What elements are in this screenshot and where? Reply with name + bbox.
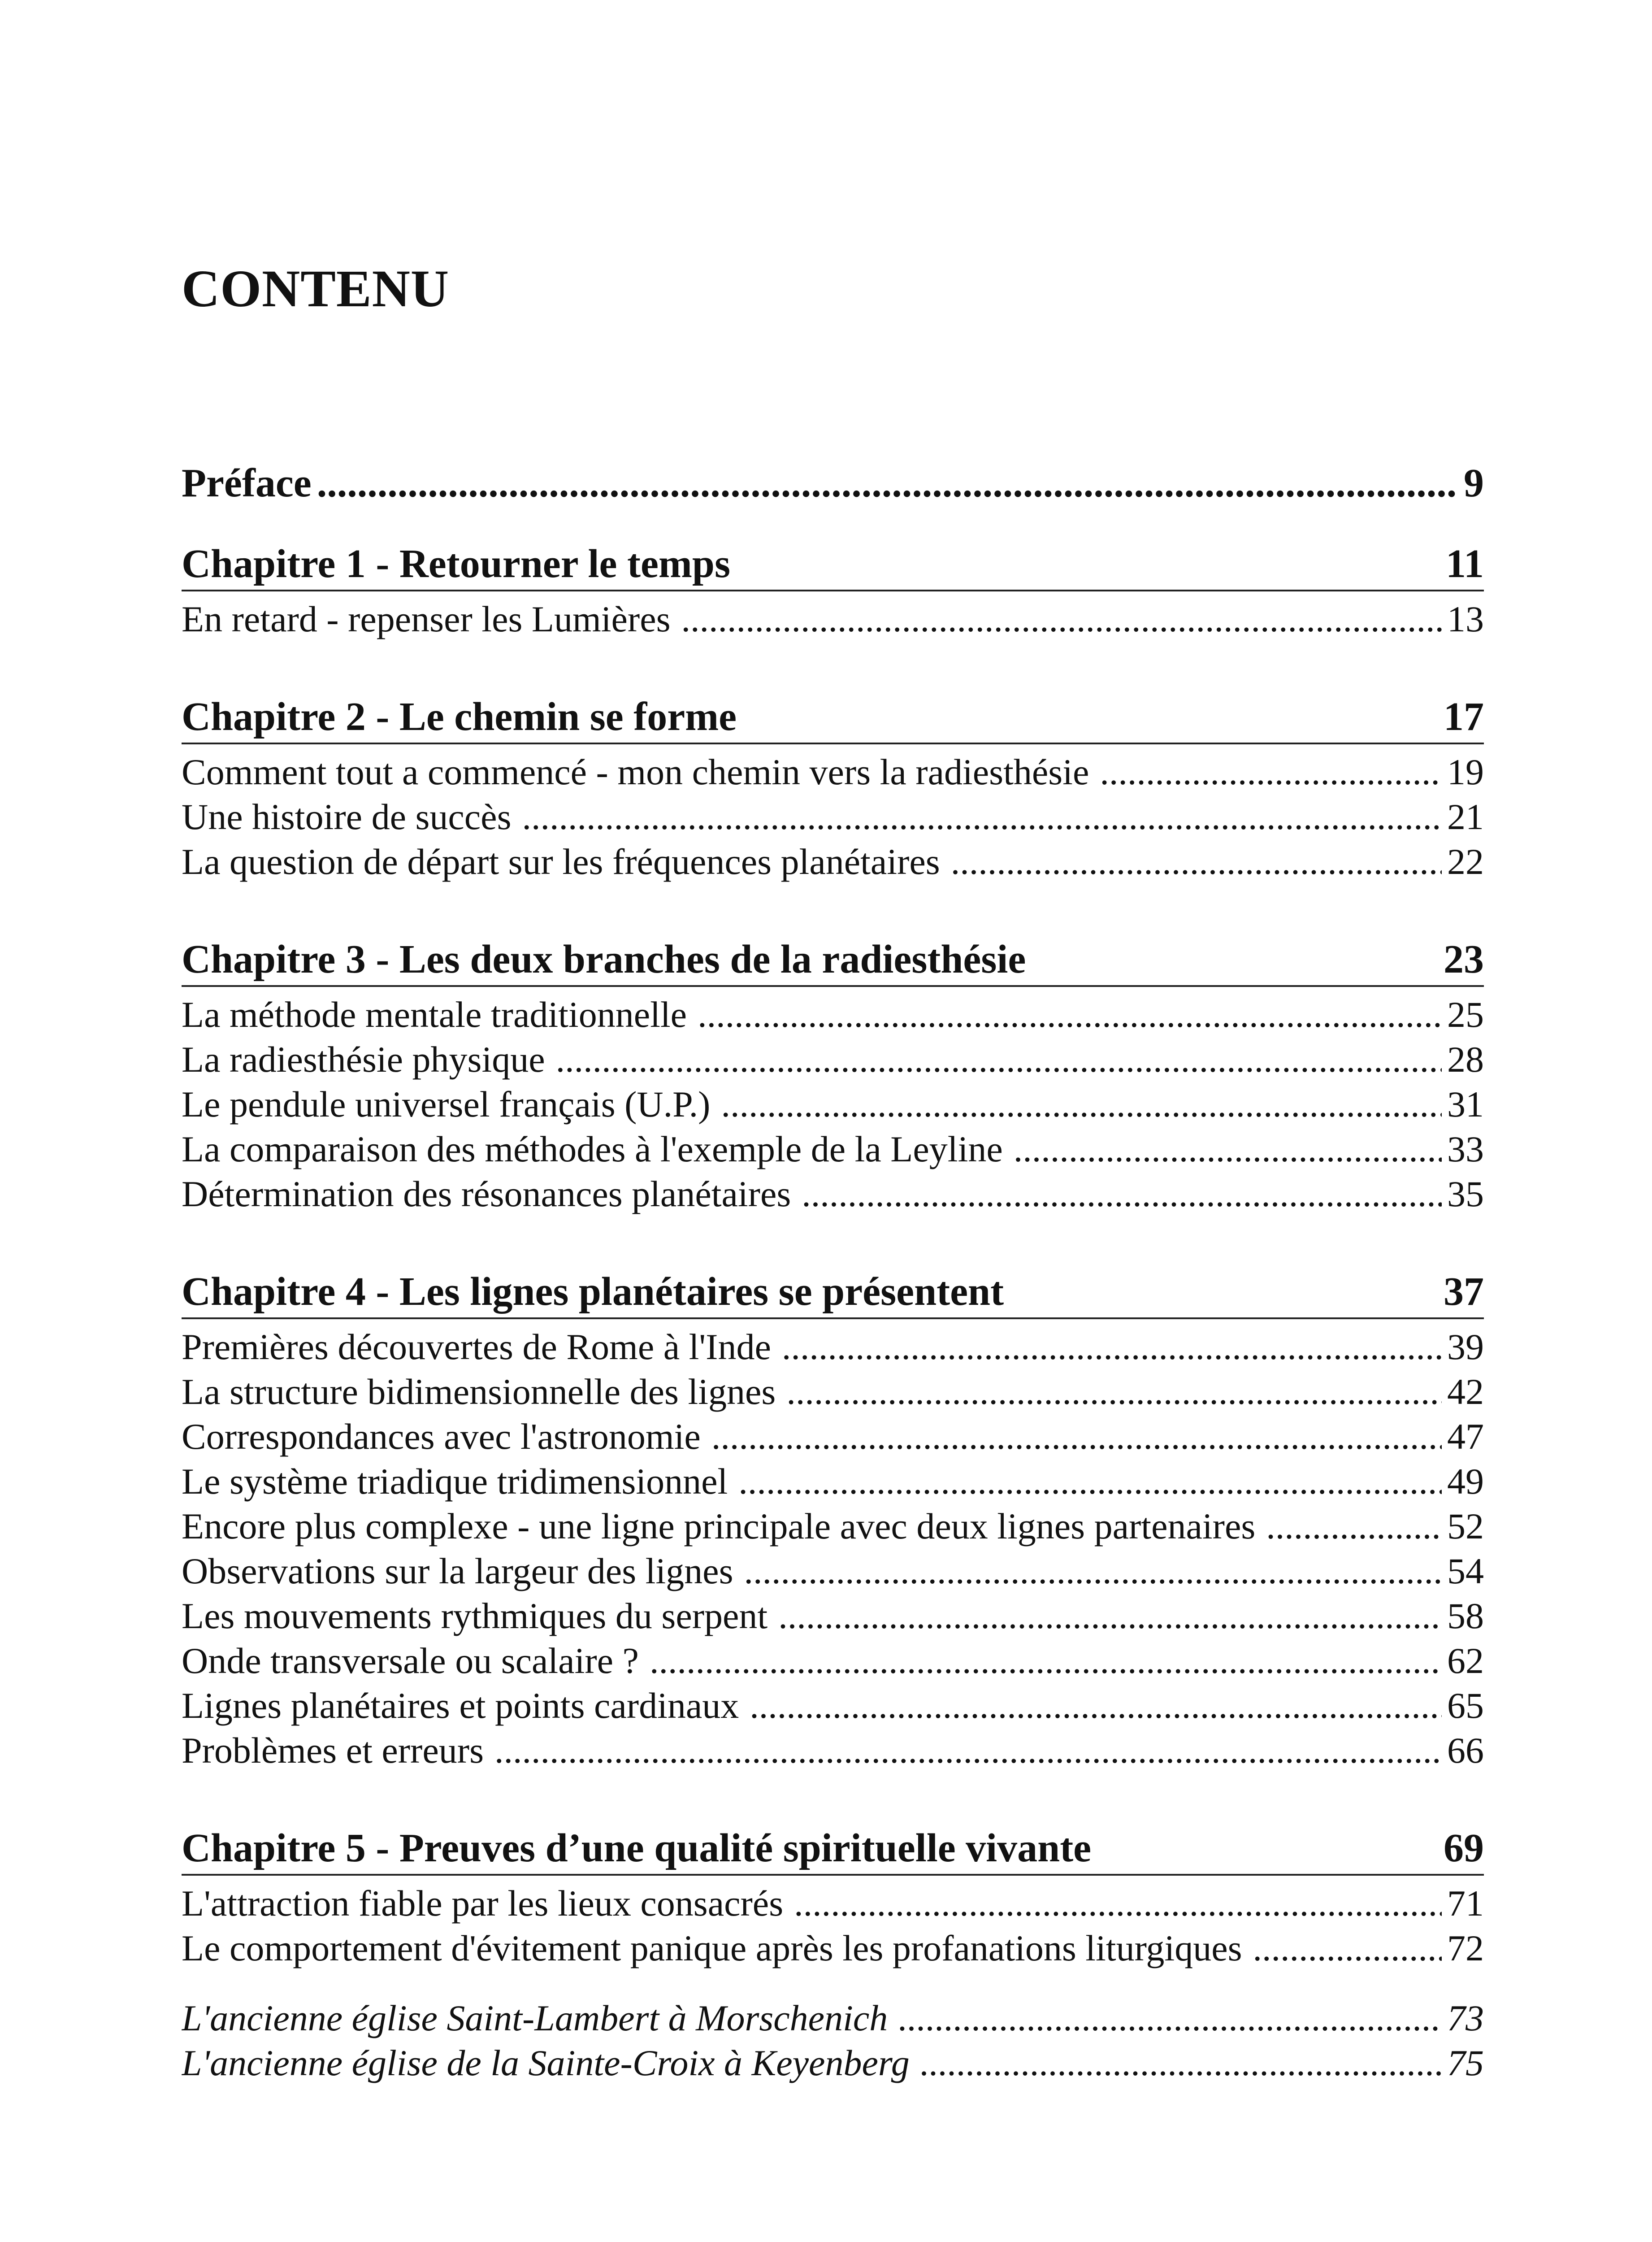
toc-entry-label: La radiesthésie physique	[182, 1039, 545, 1080]
dot-leader	[522, 795, 1442, 839]
toc-entry-label: Les mouvements rythmiques du serpent	[182, 1595, 768, 1636]
dot-leader	[681, 597, 1442, 642]
dot-leader	[650, 1638, 1442, 1683]
toc-entry-page: 54	[1447, 1551, 1484, 1591]
chapter-heading[interactable]	[182, 691, 1484, 744]
toc-subentry-label: L'ancienne église de la Sainte-Croix à Keyenberg	[182, 2042, 910, 2083]
chapter-page: 17	[1444, 695, 1484, 739]
toc-entry-label: Le système triadique tridimensionnel	[182, 1461, 728, 1502]
toc-entry-page: 13	[1447, 599, 1484, 639]
toc-entry[interactable]	[182, 1325, 1484, 1369]
chapter-heading[interactable]	[182, 1822, 1484, 1876]
table-of-contents	[182, 453, 1484, 2135]
toc-entry[interactable]	[182, 1683, 1484, 1728]
toc-entry[interactable]	[182, 1414, 1484, 1459]
toc-subentry-page: 73	[1447, 1998, 1484, 2038]
dot-leader	[1014, 1127, 1442, 1172]
toc-entry-page: 33	[1447, 1129, 1484, 1169]
toc-entry[interactable]	[182, 1172, 1484, 1217]
dot-leader	[556, 1037, 1442, 1082]
chapter-1-section	[182, 538, 1484, 642]
chapter-5-section	[182, 1822, 1484, 2086]
toc-subentry[interactable]	[182, 1996, 1484, 2041]
toc-entry[interactable]	[182, 839, 1484, 884]
chapter-page: 37	[1444, 1269, 1484, 1314]
toc-entry-page: 72	[1447, 1928, 1484, 1968]
toc-entry-label: En retard - repenser les Lumières	[182, 599, 671, 639]
toc-entry[interactable]	[182, 1369, 1484, 1414]
toc-entry[interactable]	[182, 597, 1484, 642]
toc-entry-label: Lignes planétaires et points cardinaux	[182, 1685, 739, 1726]
toc-preface[interactable]	[182, 453, 1484, 513]
toc-entry-label: La comparaison des méthodes à l'exemple de la Leyline	[182, 1129, 1003, 1169]
toc-entry-label: Premières découvertes de Rome à l'Inde	[182, 1326, 771, 1367]
toc-preface-label: Préface	[182, 461, 312, 505]
toc-entry[interactable]	[182, 1127, 1484, 1172]
chapter-heading[interactable]	[182, 934, 1484, 987]
dot-leader	[802, 1172, 1442, 1217]
toc-entry[interactable]	[182, 750, 1484, 795]
toc-entry[interactable]	[182, 1459, 1484, 1504]
toc-entry-label: Le comportement d'évitement panique après les profanations liturgiques	[182, 1928, 1242, 1968]
toc-subentry-page: 75	[1447, 2042, 1484, 2083]
toc-entry-label: Une histoire de succès	[182, 796, 512, 837]
toc-subentry[interactable]	[182, 2041, 1484, 2086]
toc-entry[interactable]	[182, 1594, 1484, 1638]
dot-leader	[794, 1881, 1442, 1926]
toc-entry[interactable]	[182, 1037, 1484, 1082]
toc-entry[interactable]	[182, 1728, 1484, 1773]
toc-entry[interactable]	[182, 795, 1484, 839]
chapter-title: Chapitre 3 - Les deux branches de la radiesthésie	[182, 937, 1026, 982]
chapter-3-section	[182, 934, 1484, 1217]
toc-entry-label: Problèmes et erreurs	[182, 1730, 484, 1771]
toc-entry[interactable]	[182, 992, 1484, 1037]
toc-entry-label: Correspondances avec l'astronomie	[182, 1416, 701, 1457]
toc-entry-label: Encore plus complexe - une ligne principale avec deux lignes partenaires	[182, 1506, 1256, 1547]
dot-leader	[920, 2041, 1442, 2086]
dot-leader	[698, 992, 1442, 1037]
toc-preface-page: 9	[1464, 461, 1484, 505]
dot-leader	[317, 453, 1458, 513]
toc-entry[interactable]	[182, 1926, 1484, 1971]
toc-entry-page: 35	[1447, 1173, 1484, 1214]
dot-leader	[744, 1549, 1442, 1594]
toc-entry[interactable]	[182, 1881, 1484, 1926]
dot-leader	[782, 1325, 1442, 1369]
page-title: CONTENU	[182, 259, 450, 318]
dot-leader	[494, 1728, 1442, 1773]
chapter-page: 11	[1445, 542, 1484, 586]
toc-entry-page: 52	[1447, 1506, 1484, 1547]
dot-leader	[738, 1459, 1442, 1504]
toc-entry-page: 71	[1447, 1883, 1484, 1924]
toc-entry-label: Observations sur la largeur des lignes	[182, 1551, 733, 1591]
dot-leader	[1100, 750, 1442, 795]
toc-entry-label: Le pendule universel français (U.P.)	[182, 1084, 711, 1125]
toc-entry-label: La méthode mentale traditionnelle	[182, 994, 687, 1035]
toc-entry[interactable]	[182, 1082, 1484, 1127]
dot-leader	[778, 1594, 1442, 1638]
dot-leader	[786, 1369, 1442, 1414]
dot-leader	[711, 1414, 1442, 1459]
dot-leader	[898, 1996, 1442, 2041]
toc-entry-page: 47	[1447, 1416, 1484, 1457]
toc-entry-page: 25	[1447, 994, 1484, 1035]
toc-entry-page: 19	[1447, 752, 1484, 792]
toc-entry-page: 66	[1447, 1730, 1484, 1771]
chapter-2-section	[182, 691, 1484, 884]
toc-entry-page: 28	[1447, 1039, 1484, 1080]
toc-entry-page: 49	[1447, 1461, 1484, 1502]
dot-leader	[721, 1082, 1442, 1127]
chapter-title: Chapitre 1 - Retourner le temps	[182, 542, 730, 586]
toc-entry-page: 39	[1447, 1326, 1484, 1367]
toc-entry-label: L'attraction fiable par les lieux consacrés	[182, 1883, 784, 1924]
toc-entry-page: 65	[1447, 1685, 1484, 1726]
dot-leader	[951, 839, 1442, 884]
toc-entry[interactable]	[182, 1504, 1484, 1549]
toc-entry-page: 31	[1447, 1084, 1484, 1125]
chapter-page: 69	[1444, 1826, 1484, 1870]
toc-entry-label: Onde transversale ou scalaire ?	[182, 1640, 639, 1681]
toc-entry-page: 42	[1447, 1371, 1484, 1412]
dot-leader	[1266, 1504, 1442, 1549]
toc-entry[interactable]	[182, 1549, 1484, 1594]
toc-entry-page: 22	[1447, 841, 1484, 882]
dot-leader	[750, 1683, 1442, 1728]
chapter-title: Chapitre 4 - Les lignes planétaires se présentent	[182, 1269, 1004, 1314]
chapter-heading[interactable]	[182, 1266, 1484, 1319]
toc-entry-label: La structure bidimensionnelle des lignes	[182, 1371, 776, 1412]
toc-entry-label: Comment tout a commencé - mon chemin vers la radiesthésie	[182, 752, 1089, 792]
chapter-page: 23	[1444, 937, 1484, 982]
toc-entry-label: Détermination des résonances planétaires	[182, 1173, 791, 1214]
chapter-4-section	[182, 1266, 1484, 1773]
toc-entry-page: 62	[1447, 1640, 1484, 1681]
toc-entry-page: 58	[1447, 1595, 1484, 1636]
chapter-title: Chapitre 2 - Le chemin se forme	[182, 695, 737, 739]
dot-leader	[1253, 1926, 1442, 1971]
chapter-title: Chapitre 5 - Preuves d’une qualité spirituelle vivante	[182, 1826, 1092, 1870]
toc-entry-label: La question de départ sur les fréquences planétaires	[182, 841, 940, 882]
spacer	[182, 1971, 1484, 1996]
chapter-heading[interactable]	[182, 538, 1484, 591]
toc-entry[interactable]	[182, 1638, 1484, 1683]
toc-subentry-label: L'ancienne église Saint-Lambert à Morschenich	[182, 1998, 888, 2038]
toc-entry-page: 21	[1447, 796, 1484, 837]
